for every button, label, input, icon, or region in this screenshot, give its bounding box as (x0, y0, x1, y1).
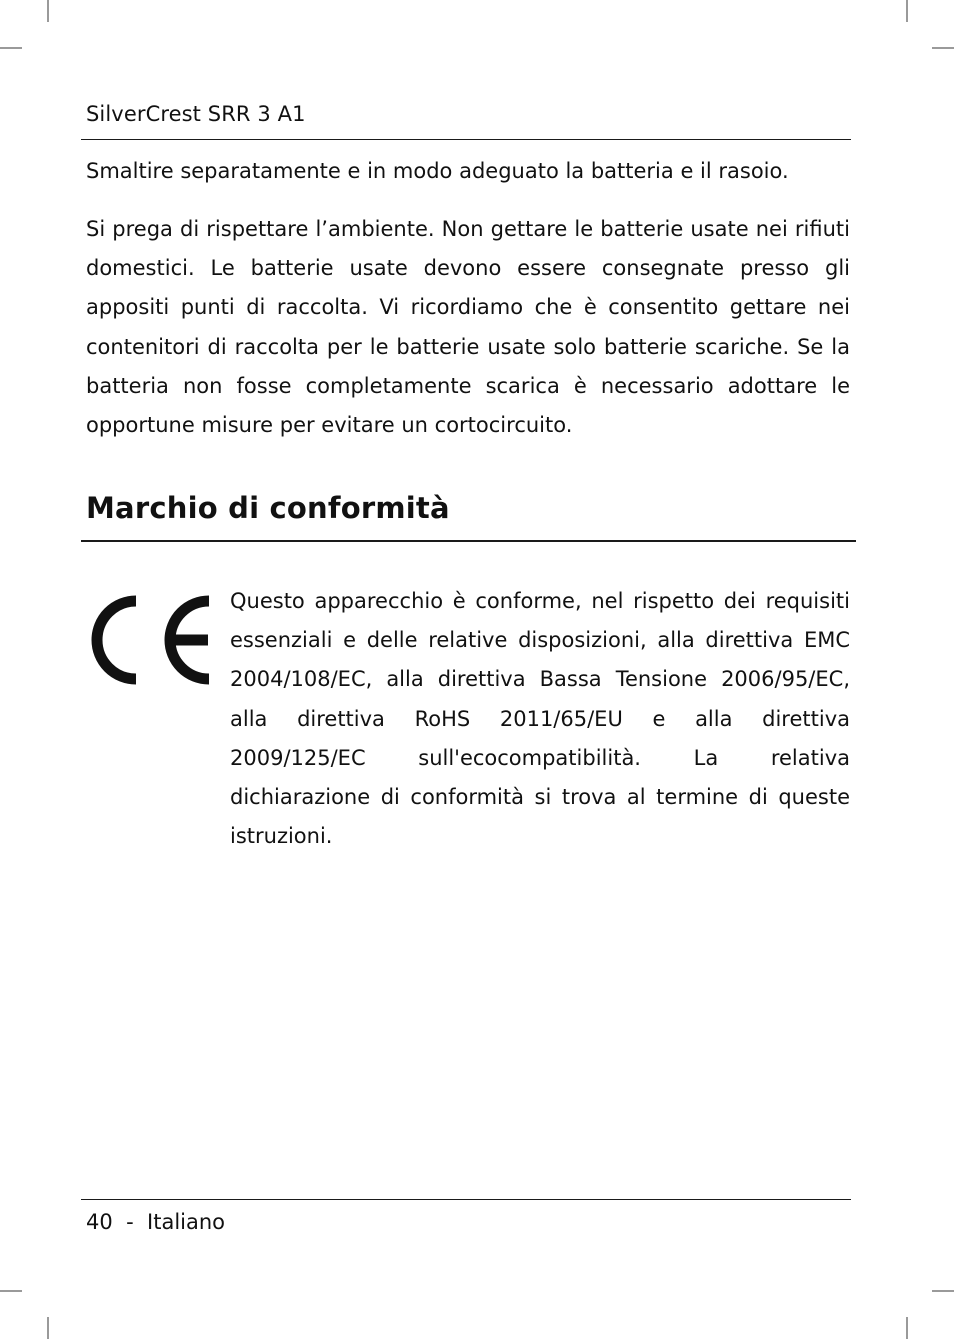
crop-mark-bottom-left (47, 1317, 49, 1339)
ce-mark-icon (90, 594, 214, 686)
crop-mark-bottom-left-h (0, 1290, 22, 1292)
environment-paragraph: Si prega di rispettare l’ambiente. Non gettare le batterie usate nei rifiuti domestici. Le batterie usate devono essere consegnate presso gli appositi punti di raccolta. Vi ricordiamo che è consentito gettare nei contenitori di raccolta per le batterie usate solo batterie scariche. Se la batteria non fosse completamente scarica è necessario adottare le opportune misure per evitare un cortocircuito. (86, 217, 850, 438)
crop-mark-top-right-h (932, 47, 954, 49)
page-number: 40 (86, 1210, 113, 1234)
crop-mark-top-right (906, 0, 908, 22)
crop-mark-bottom-right (906, 1317, 908, 1339)
document-header: SilverCrest SRR 3 A1 (86, 102, 306, 126)
section-title-rule (81, 540, 856, 542)
crop-mark-top-left-h (0, 47, 22, 49)
page-footer (86, 1207, 225, 1237)
section-title: Marchio di conformità (86, 491, 450, 525)
footer-language: Italiano (147, 1210, 226, 1234)
conformity-paragraph: Questo apparecchio è conforme, nel rispetto dei requisiti essenziali e delle relative disposizioni, alla direttiva EMC 2004/108/EC, alla direttiva Bassa Tensione 2006/95/EC, alla direttiva RoHS 2011/65/EU e alla direttiva 2009/125/EC sull'ecocompatibilità. La relativa dichiarazione di conformità si trova al termine di queste istruzioni. (230, 589, 850, 849)
footer-rule (81, 1199, 851, 1200)
footer-separator: - (126, 1210, 134, 1234)
crop-mark-bottom-right-h (932, 1290, 954, 1292)
disposal-sentence: Smaltire separatamente e in modo adeguato la batteria e il rasoio. (86, 159, 789, 183)
crop-mark-top-left (47, 0, 49, 22)
header-rule (81, 139, 851, 140)
